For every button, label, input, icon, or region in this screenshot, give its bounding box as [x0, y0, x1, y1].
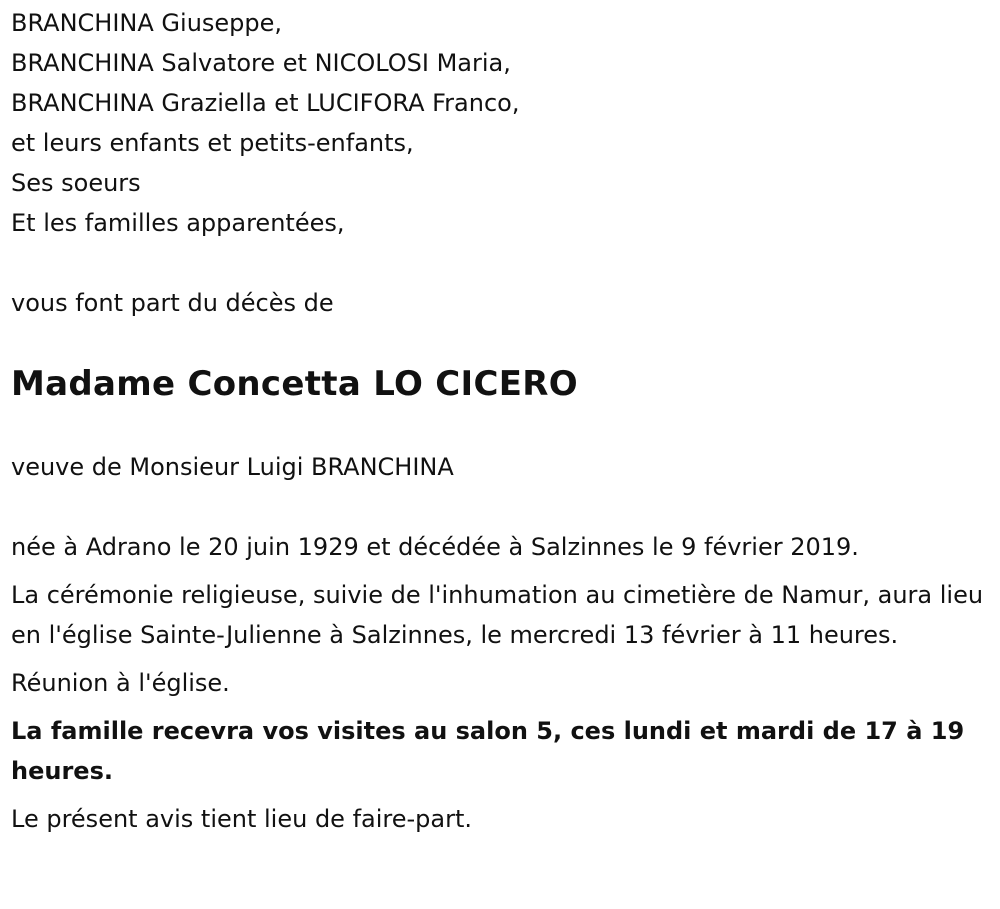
family-line-6: Et les familles apparentées, — [11, 209, 345, 237]
family-list — [11, 3, 990, 243]
closing-note: Le présent avis tient lieu de faire-part. — [11, 805, 473, 833]
deceased-name: Madame Concetta LO CICERO — [11, 364, 578, 404]
visiting-details: La famille recevra vos visites au salon 5, ces lundi et mardi de 17 à 19 heures. — [11, 717, 965, 785]
section-spacer — [11, 243, 990, 283]
family-line-4: et leurs enfants et petits-enfants, — [11, 129, 414, 157]
family-line-5: Ses soeurs — [11, 169, 141, 197]
birth-death-details: née à Adrano le 20 juin 1929 et décédée à Salzinnes le 9 février 2019. — [11, 533, 859, 561]
family-line-3: BRANCHINA Graziella et LUCIFORA Franco, — [11, 89, 520, 117]
announcement-intro: vous font part du décès de — [11, 289, 334, 317]
ceremony-details: La cérémonie religieuse, suivie de l'inhumation au cimetière de Namur, aura lieu en l'église Sainte-Julienne à Salzinnes, le mercredi 13 février à 11 heures. — [11, 581, 984, 649]
family-line-2: BRANCHINA Salvatore et NICOLOSI Maria, — [11, 49, 511, 77]
meeting-details: Réunion à l'église. — [11, 669, 230, 697]
family-line-1: BRANCHINA Giuseppe, — [11, 9, 283, 37]
widow-of: veuve de Monsieur Luigi BRANCHINA — [11, 453, 454, 481]
death-notice — [11, 3, 990, 839]
